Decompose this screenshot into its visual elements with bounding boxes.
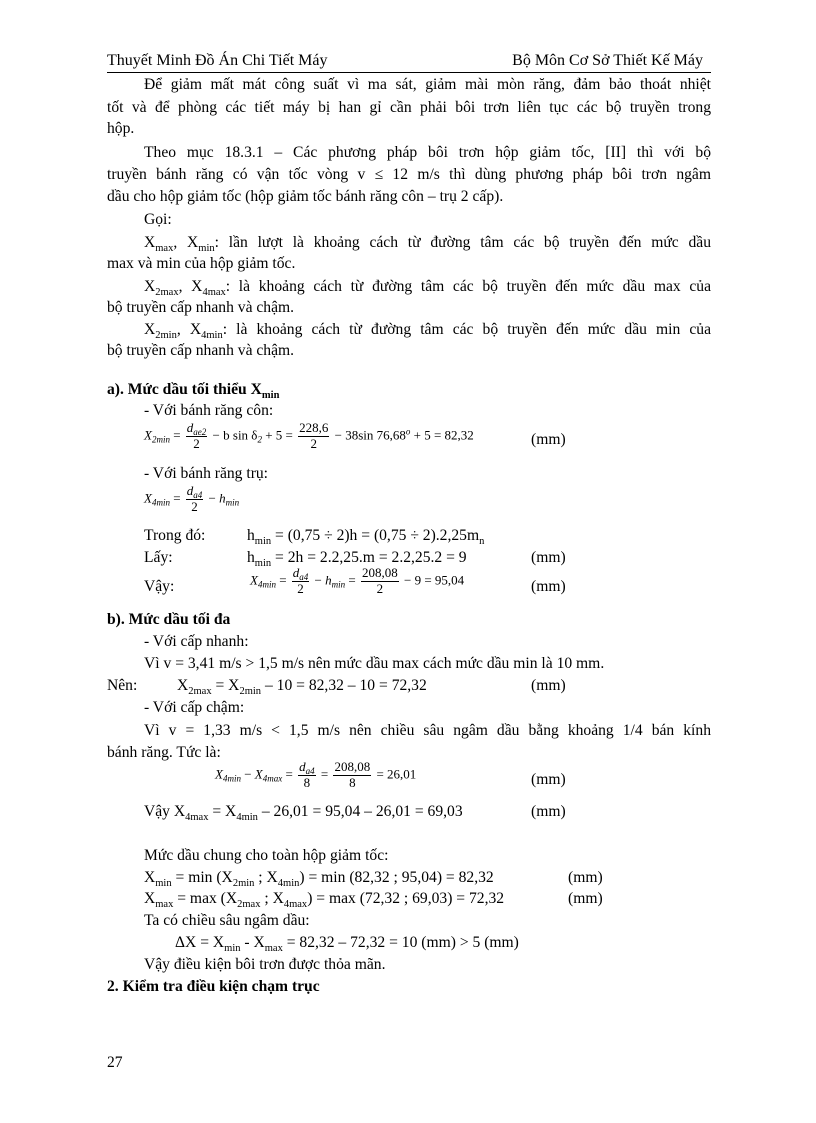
- vay-x4max-unit: (mm): [531, 803, 566, 820]
- nen-expression: $X_{2max} = X_{2min} - 10 = 82,32 - 10 = 72,32$: [177, 677, 427, 697]
- definition-2-line1: $X_{2max}$, $X_{4max}$: là khoảng cách từ đường tâm các bộ truyền đến mức dầu max của: [144, 278, 711, 298]
- intro-p1-line3: hộp.: [107, 120, 135, 137]
- summary-intro: Mức dầu chung cho toàn hộp giảm tốc:: [144, 847, 389, 864]
- slow-stage-line1: Vì v = 1,33 m/s < 1,5 m/s nên chiều sâu ngâm dầu bằng khoảng 1/4 bán kính: [144, 722, 711, 739]
- nen-label: Nên:: [107, 677, 138, 694]
- summary-delta-x: $\Delta X = X_{min} - X_{max} = 82,32 - 72,32 = 10$ (mm) > 5 (mm): [175, 934, 519, 954]
- definition-1-line2: max và min của hộp giảm tốc.: [107, 255, 296, 272]
- summary-xmax-unit: (mm): [568, 890, 603, 907]
- page-number: 27: [107, 1054, 123, 1071]
- summary-xmin-line: $X_{min} = \min (X_{2min}$ ; $X_{4min}) = \min (82,32$ ; 95,04) = 82,32: [144, 869, 494, 889]
- summary-depth-intro: Ta có chiều sâu ngâm dầu:: [144, 912, 310, 929]
- section-2-heading: 2. Kiểm tra điều kiện chạm trục: [107, 978, 320, 995]
- trong-do-expression: $h_{min} = (0,75 \div 2)h = (0,75 \div 2).2,25m_n$: [247, 527, 485, 547]
- lay-label: Lấy:: [144, 549, 173, 566]
- spur-gear-label: - Với bánh răng trụ:: [144, 465, 269, 482]
- definition-2-line2: bộ truyền cấp nhanh và chậm.: [107, 299, 295, 316]
- header-left-title: Thuyết Minh Đồ Án Chi Tiết Máy: [107, 52, 328, 69]
- slow-stage-line2: bánh răng. Tức là:: [107, 744, 221, 761]
- header-right-title: Bộ Môn Cơ Sở Thiết Kế Máy: [512, 52, 703, 69]
- summary-xmin-unit: (mm): [568, 869, 603, 886]
- definition-3-line2: bộ truyền cấp nhanh và chậm.: [107, 342, 295, 359]
- summary-conclusion: Vậy điều kiện bôi trơn được thỏa mãn.: [144, 956, 386, 973]
- goi-label: Gọi:: [144, 211, 172, 228]
- equation-x2min-unit: (mm): [531, 431, 566, 448]
- equation-x2min: $X_{2min}$ = $d_{ae2}$ 2 − b $\sin \delta_2 + 5$ = $\frac{228,6}{2}$ − 38sin 76,68$^o$ + 5 = 82,32: [144, 420, 474, 451]
- vay-unit: (mm): [531, 578, 566, 595]
- bevel-gear-label: - Với bánh răng côn:: [144, 402, 274, 419]
- definition-3-line1: $X_{2min}$, $X_{4min}$: là khoảng cách từ đường tâm các bộ truyền đến mức dầu min của: [144, 321, 712, 341]
- summary-xmax-line: $X_{max} = \max (X_{2max}$ ; $X_{4max}) = \max (72,32$ ; 69,03) = 72,32: [144, 890, 505, 910]
- vay-x4max-line: Vậy $X_{4max} = X_{4min} - 26,01 = 95,04 - 26,01 = 69,03$: [144, 803, 463, 823]
- page-header: [107, 50, 711, 73]
- intro-p2-line1: Theo mục 18.3.1 – Các phương pháp bôi trơn hộp giảm tốc, [II] thì với bộ: [144, 144, 711, 161]
- equation-x4min-result: $X_{4min}$ = $\frac{d_{a4}}{2}$ − $h_{min}$ = $\frac{208,08}{2}$ − 9 = 95,04: [250, 565, 465, 596]
- equation-depth-unit: (mm): [531, 771, 566, 788]
- intro-p2-line3: dầu cho hộp giảm tốc (hộp giảm tốc bánh răng côn – trụ 2 cấp).: [107, 188, 504, 205]
- section-a-heading: a). Mức dầu tối thiểu $X_{min}$: [107, 381, 280, 401]
- vay-label: Vậy:: [144, 578, 175, 595]
- nen-unit: (mm): [531, 677, 566, 694]
- intro-p1-line1: Để giảm mất mát công suất vì ma sát, giảm mài mòn răng, đảm bảo thoát nhiệt: [144, 76, 711, 93]
- lay-expression: $h_{min} = 2h = 2.2,25.m = 2.2,25.2 = 9$: [247, 549, 467, 569]
- fast-stage-label: - Với cấp nhanh:: [144, 633, 249, 650]
- intro-p1-line2: tốt và để phòng các tiết máy bị han gỉ cần phải bôi trơn liên tục các bộ truyền trong: [107, 99, 711, 116]
- slow-stage-label: - Với cấp chậm:: [144, 699, 245, 716]
- equation-x4min: $X_{4min}$ = $\frac{d_{a4}}{2}$ − $h_{min}$: [144, 483, 240, 514]
- equation-depth-slow: $X_{4min} - X_{4max}$ = $\frac{d_{a4}}{8}$ = $\frac{208,08}{8}$ = 26,01: [215, 759, 417, 790]
- definition-1-line1: $X_{max}$, $X_{min}$: lần lượt là khoảng cách từ đường tâm các bộ truyền đến mức dầu: [144, 234, 712, 254]
- lay-unit: (mm): [531, 549, 566, 566]
- intro-p2-line2: truyền bánh răng có vận tốc vòng v ≤ 12 m/s thì dùng phương pháp bôi trơn ngâm: [107, 166, 711, 183]
- section-b-heading: b). Mức dầu tối đa: [107, 611, 231, 628]
- fast-stage-line: Vì v = 3,41 m/s > 1,5 m/s nên mức dầu max cách mức dầu min là 10 mm.: [144, 655, 605, 672]
- trong-do-label: Trong đó:: [144, 527, 206, 544]
